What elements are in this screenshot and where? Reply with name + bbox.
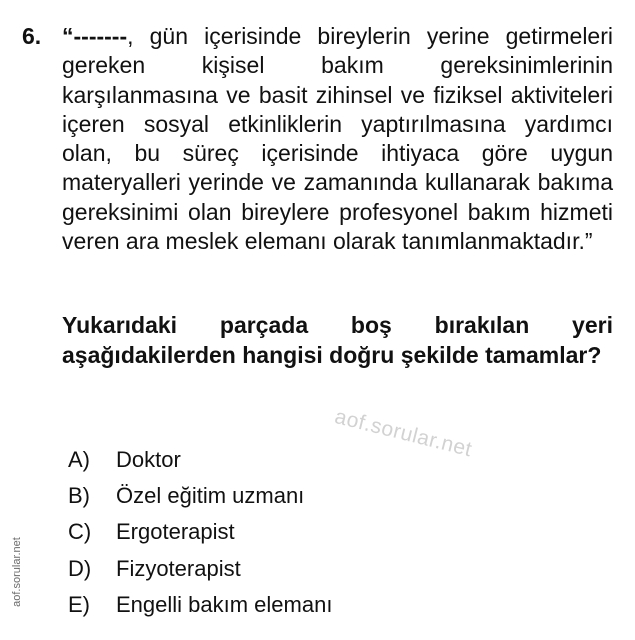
option-b[interactable]	[68, 482, 332, 518]
option-letter: D)	[68, 555, 92, 581]
option-text: Ergoterapist	[116, 519, 235, 545]
option-letter: B)	[68, 483, 90, 509]
answer-options	[68, 446, 332, 627]
option-letter: A)	[68, 447, 90, 472]
option-e[interactable]	[68, 591, 332, 627]
option-d[interactable]	[68, 555, 332, 591]
option-text: Özel eğitim uzmanı	[116, 483, 305, 509]
option-a[interactable]	[68, 446, 332, 482]
option-letter: C)	[68, 519, 92, 545]
passage-blank: “-------	[62, 23, 128, 49]
question-number: 6.	[22, 23, 42, 49]
question-passage	[62, 22, 613, 256]
option-text: Fizyoterapist	[116, 555, 241, 581]
watermark-center: aof.sorular.net	[332, 405, 475, 462]
option-c[interactable]	[68, 518, 332, 554]
option-text: Engelli bakım elemanı	[116, 591, 333, 617]
option-text: Doktor	[116, 447, 181, 472]
watermark-side: aof.sorular.net	[11, 537, 23, 607]
question-prompt: Yukarıdaki parçada boş bırakılan yeri aşağıdakilerden hangisi doğru şekilde tamamlar?	[62, 312, 613, 368]
passage-text: , gün içerisinde bireylerin yerine getirmeleri gereken kişisel bakım gereksinimlerinin karşılanmasına ve basit zihinsel ve fiziksel aktiviteleri içeren sosyal etkinliklerin yaptırılmasına yardımcı olan, bu süreç içerisinde ihtiyaca göre uygun materyalleri yerinde ve zamanında kullanarak bakıma gereksinimi olan bireylere profesyonel bakım hizmeti veren ara meslek elemanı olarak tanımlanmaktadır.”	[62, 23, 613, 255]
option-letter: E)	[68, 591, 90, 617]
